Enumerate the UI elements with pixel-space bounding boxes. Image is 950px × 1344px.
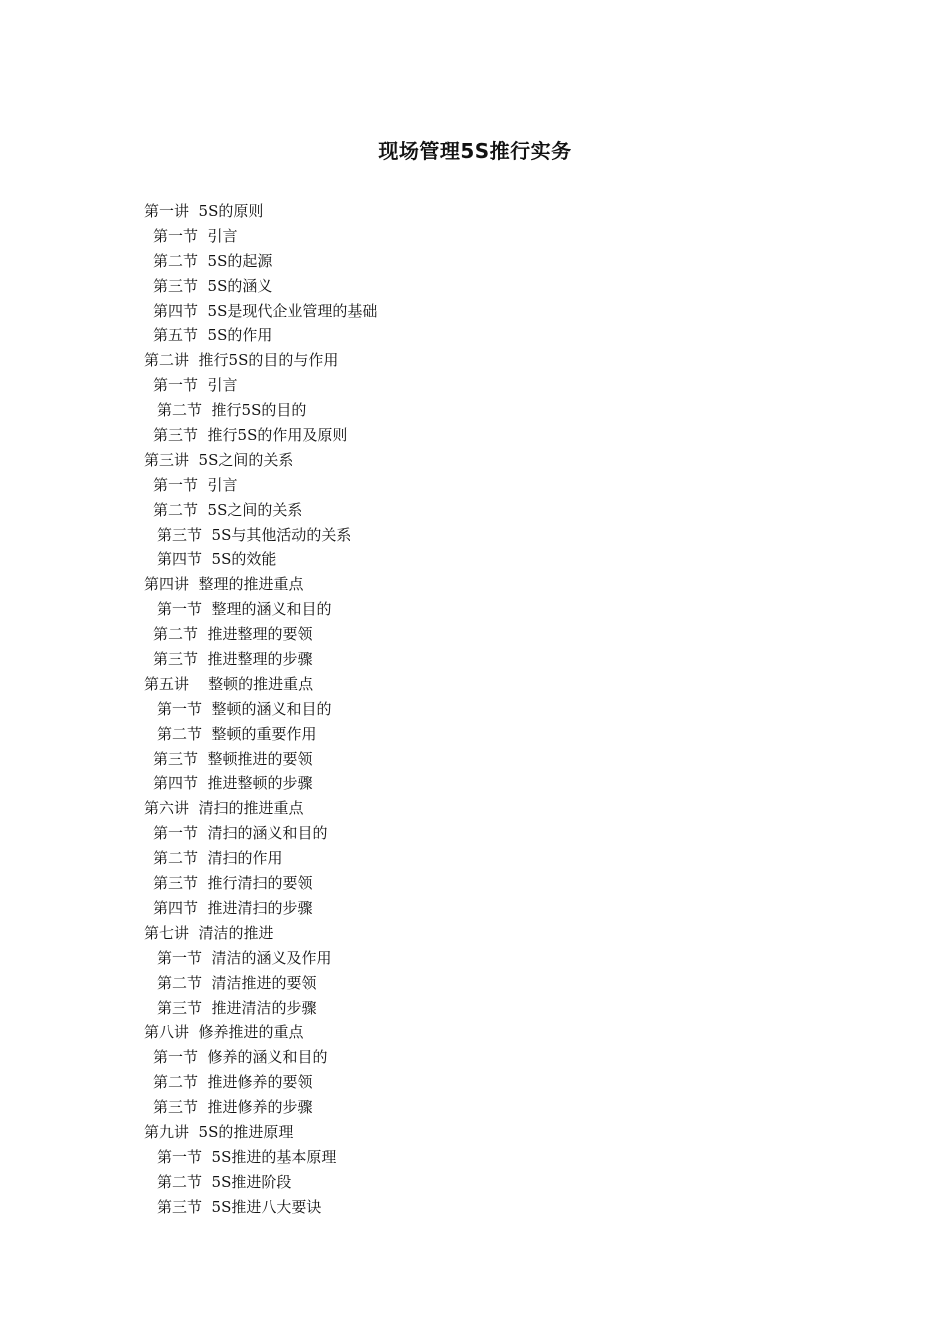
toc-section-item: 第二节 整顿的重要作用 [157, 724, 317, 743]
toc-section-item: 第四节 推进清扫的步骤 [153, 898, 313, 917]
toc-lecture-heading: 第四讲 整理的推进重点 [144, 575, 304, 594]
toc-section-item: 第二节 推进修养的要领 [153, 1073, 313, 1092]
toc-lecture-heading: 第五讲 整顿的推进重点 [144, 674, 314, 693]
toc-lecture-heading: 第八讲 修养推进的重点 [144, 1023, 304, 1042]
toc-section-item: 第三节 推进清洁的步骤 [157, 998, 317, 1017]
toc-section-item: 第一节 引言 [153, 475, 238, 494]
toc-section-item: 第三节 整顿推进的要领 [153, 749, 313, 768]
toc-section-item: 第三节 5S的涵义 [153, 276, 273, 295]
toc-section-item: 第一节 清洁的涵义及作用 [157, 948, 332, 967]
page-title: 现场管理5S推行实务 [378, 139, 572, 163]
toc-lecture-heading: 第二讲 推行5S的目的与作用 [144, 351, 339, 370]
toc-section-item: 第三节 5S与其他活动的关系 [157, 525, 352, 544]
toc-section-item: 第二节 推行5S的目的 [157, 401, 307, 420]
toc-section-item: 第四节 5S是现代企业管理的基础 [153, 301, 378, 320]
toc-section-item: 第四节 推进整顿的步骤 [153, 774, 313, 793]
toc-lecture-heading: 第一讲 5S的原则 [144, 202, 264, 220]
toc-section-item: 第一节 整理的涵义和目的 [157, 600, 332, 619]
toc-section-item: 第二节 清洁推进的要领 [157, 973, 317, 992]
toc-section-item: 第二节 推进整理的要领 [153, 625, 313, 644]
toc-section-item: 第三节 推进整理的步骤 [153, 650, 313, 669]
toc-lecture-heading: 第九讲 5S的推进原理 [144, 1122, 294, 1141]
toc-section-item: 第二节 5S推进阶段 [157, 1172, 292, 1191]
toc-section-item: 第一节 引言 [153, 376, 238, 395]
toc-section-item: 第一节 修养的涵义和目的 [153, 1048, 328, 1067]
toc-section-item: 第二节 5S之间的关系 [153, 500, 303, 519]
toc-section-item: 第三节 推行清扫的要领 [153, 874, 313, 893]
toc-section-item: 第三节 推进修养的步骤 [153, 1098, 313, 1117]
toc-lecture-heading: 第六讲 清扫的推进重点 [144, 799, 304, 818]
table-of-contents [144, 199, 844, 1220]
toc-section-item: 第二节 清扫的作用 [153, 849, 283, 868]
toc-section-item: 第四节 5S的效能 [157, 550, 277, 569]
toc-section-item: 第一节 引言 [153, 226, 238, 245]
toc-section-item: 第三节 推行5S的作用及原则 [153, 426, 348, 445]
toc-section-item: 第一节 清扫的涵义和目的 [153, 824, 328, 843]
toc-lecture-heading: 第七讲 清洁的推进 [144, 923, 274, 942]
toc-section-item: 第三节 5S推进八大要诀 [157, 1197, 322, 1216]
toc-lecture-heading: 第三讲 5S之间的关系 [144, 450, 294, 469]
toc-section-item: 第二节 5S的起源 [153, 251, 273, 270]
toc-section-item: 第一节 5S推进的基本原理 [157, 1147, 337, 1166]
toc-section-item: 第五节 5S的作用 [153, 326, 273, 345]
toc-section-item: 第一节 整顿的涵义和目的 [157, 699, 332, 718]
